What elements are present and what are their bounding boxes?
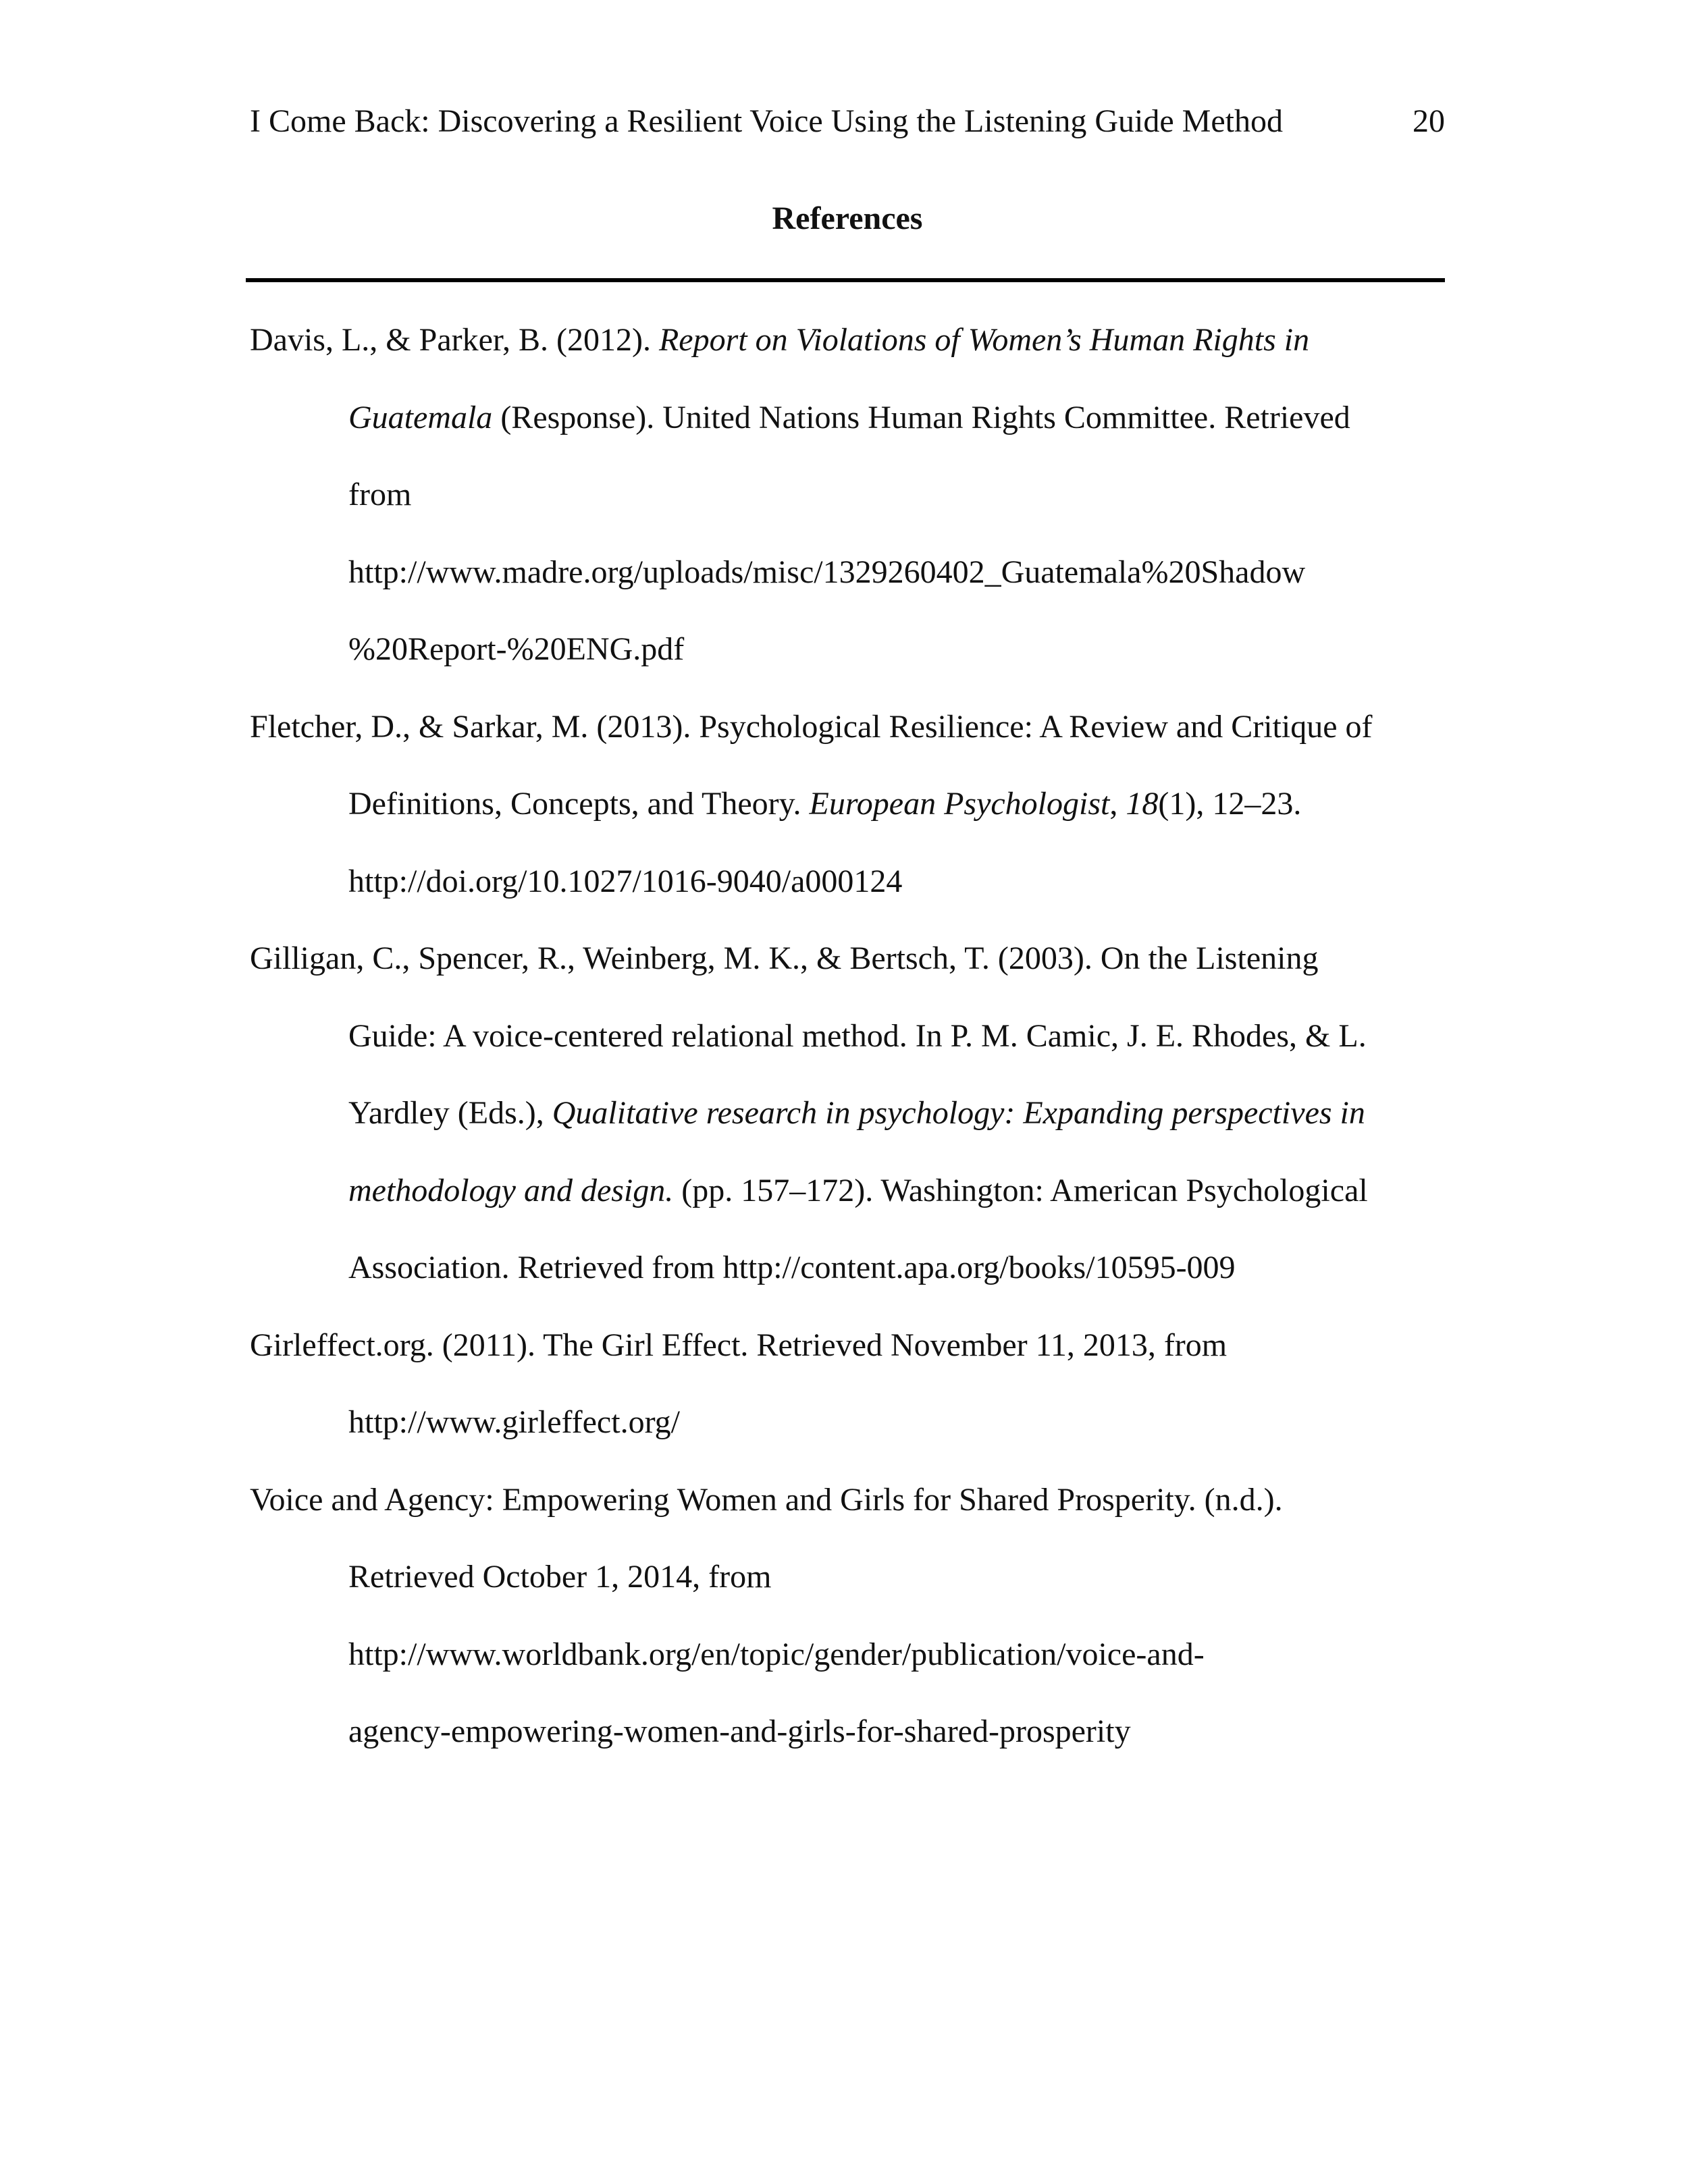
running-head — [250, 100, 1445, 143]
reference-entry — [250, 705, 1445, 938]
references-heading: References — [772, 201, 923, 236]
reference-line: Gilligan, C., Spencer, R., Weinberg, M. K., & Bertsch, T. (2003). On the Listening — [250, 940, 1319, 976]
reference-entry — [250, 937, 1445, 1324]
reference-entry — [250, 1324, 1445, 1479]
running-head-title: I Come Back: Discovering a Resilient Voice Using the Listening Guide Method — [250, 103, 1283, 139]
reference-line: Voice and Agency: Empowering Women and Girls for Shared Prosperity. (n.d.). — [250, 1481, 1283, 1518]
reference-line: Guide: A voice-centered relational method. In P. M. Camic, J. E. Rhodes, & L. — [348, 1017, 1367, 1054]
reference-line: Girleffect.org. (2011). The Girl Effect. Retrieved November 11, 2013, from — [250, 1327, 1228, 1363]
heading-rule — [246, 278, 1445, 282]
reference-line: Fletcher, D., & Sarkar, M. (2013). Psychological Resilience: A Review and Critique of — [250, 708, 1373, 745]
reference-line: methodology and design. (pp. 157–172). Washington: American Psychological — [348, 1172, 1368, 1208]
reference-line: Guatemala (Response). United Nations Human Rights Committee. Retrieved — [348, 399, 1350, 435]
reference-line: Davis, L., & Parker, B. (2012). Report on Violations of Women’s Human Rights in — [250, 322, 1310, 358]
reference-line: Association. Retrieved from http://content.apa.org/books/10595-009 — [348, 1250, 1236, 1285]
reference-url: http://www.madre.org/uploads/misc/1329260402_Guatemala%20Shadow — [348, 554, 1306, 590]
reference-line: Retrieved October 1, 2014, from — [348, 1559, 772, 1595]
reference-line: Yardley (Eds.), Qualitative research in psychology: Expanding perspectives in — [348, 1095, 1365, 1131]
reference-url: http://www.girleffect.org/ — [348, 1404, 681, 1440]
page-number: 20 — [1413, 103, 1445, 139]
reference-url: agency-empowering-women-and-girls-for-shared-prosperity — [348, 1713, 1131, 1749]
reference-line: from — [348, 477, 412, 512]
reference-entry — [250, 1479, 1445, 1788]
reference-entry — [250, 319, 1445, 705]
reference-list — [250, 319, 1445, 1788]
reference-url: http://doi.org/10.1027/1016-9040/a000124 — [348, 863, 903, 899]
reference-url: %20Report-%20ENG.pdf — [348, 631, 685, 667]
reference-url: http://www.worldbank.org/en/topic/gender/publication/voice-and- — [348, 1636, 1205, 1672]
reference-line: Definitions, Concepts, and Theory. European Psychologist, 18(1), 12–23. — [348, 786, 1302, 822]
